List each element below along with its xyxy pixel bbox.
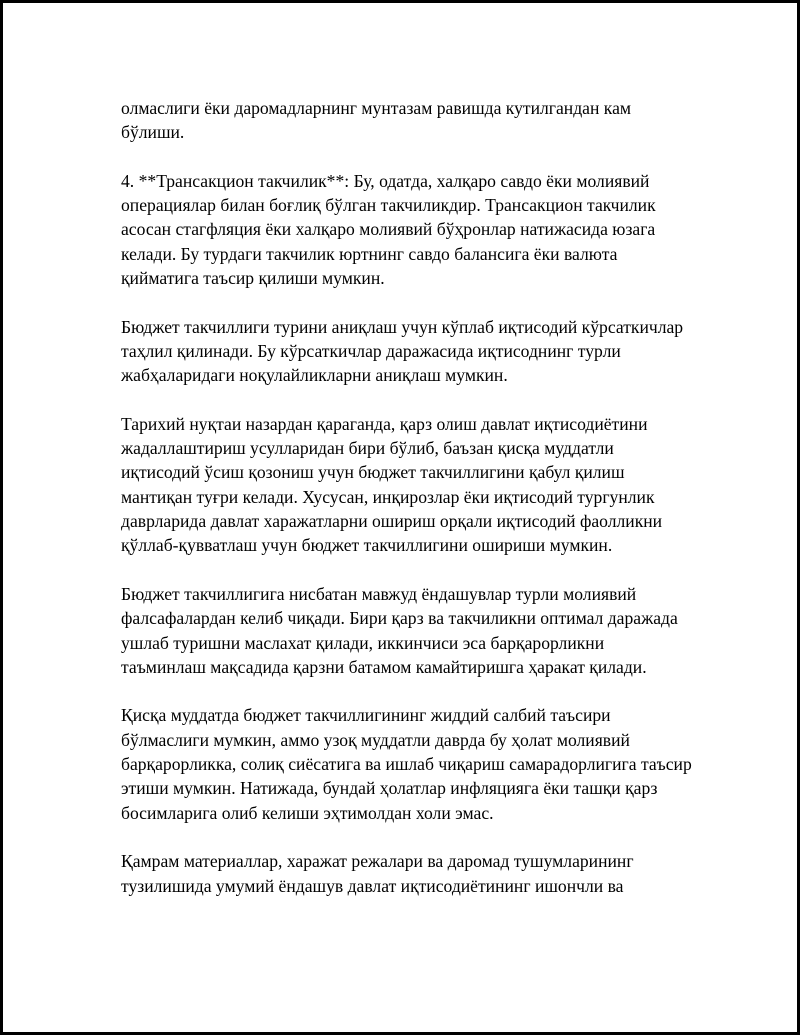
paragraph-approaches: Бюджет такчиллигига нисбатан мавжуд ёндашувлар турли молиявий фалсафалардан келиб чиқади. Бири қарз ва такчиликни оптимал даражада ушлаб туришни маслахат қилади, иккинчиси эса барқарорликни таъминлаш мақсадида қарзни батамом камайтиришга ҳаракат қилади.: [121, 583, 678, 677]
document-body: [121, 96, 693, 898]
paragraph-transaction-deficit: 4. **Трансакцион такчилик**: Бу, одатда, халқаро савдо ёки молиявий операциялар билан боғлиқ бўлган такчиликдир. Трансакцион такчилик асосан стагфляция ёки халқаро молиявий бўҳронлар натижасида юзага келади. Бу турдаги такчилик юртнинг савдо балансига ёки валюта қийматига таъсир қилиши мумкин.: [121, 170, 656, 289]
paragraph-continuation: олмаслиги ёки даромадларнинг мунтазам равишда кутилгандан кам бўлиши.: [121, 98, 632, 143]
paragraph-materials: Қамрам материаллар, харажат режалари ва даромад тушумларининг тузилишида умумий ёндашув давлат иқтисодиётининг ишончли ва: [121, 851, 634, 896]
paragraph-short-long-term: Қисқа муддатда бюджет такчиллигининг жиддий салбий таъсири бўлмаслиги мумкин, аммо узоқ муддатли даврда бу ҳолат молиявий барқарорликка, солиқ сиёсатига ва ишлаб чиқариш самарадорлигига таъсир этиши мумкин. Натижада, бундай ҳолатлар инфляцияга ёки ташқи қарз босимларига олиб келиши эҳтимолдан холи эмас.: [121, 705, 692, 823]
paragraph-historical-view: Тарихий нуқтаи назардан қараганда, қарз олиш давлат иқтисодиётини жадаллаштириш усулларидан бири бўлиб, баъзан қисқа муддатли иқтисодий ўсиш қозониш учун бюджет такчиллигини қабул қилиш мантиқан туғри келади. Хусусан, инқирозлар ёки иқтисодий тургунлик даврларида давлат харажатларни ошириш орқали иқтисодий фаолликни қўллаб-қувватлаш учун бюджет такчиллигини ошириши мумкин.: [121, 413, 663, 556]
paragraph-deficit-indicators: Бюджет такчиллиги турини аниқлаш учун кўплаб иқтисодий кўрсаткичлар таҳлил қилинади. Бу кўрсаткичлар даражасида иқтисоднинг турли жабҳаларидаги ноқулайликларни аниқлаш мумкин.: [121, 316, 684, 386]
